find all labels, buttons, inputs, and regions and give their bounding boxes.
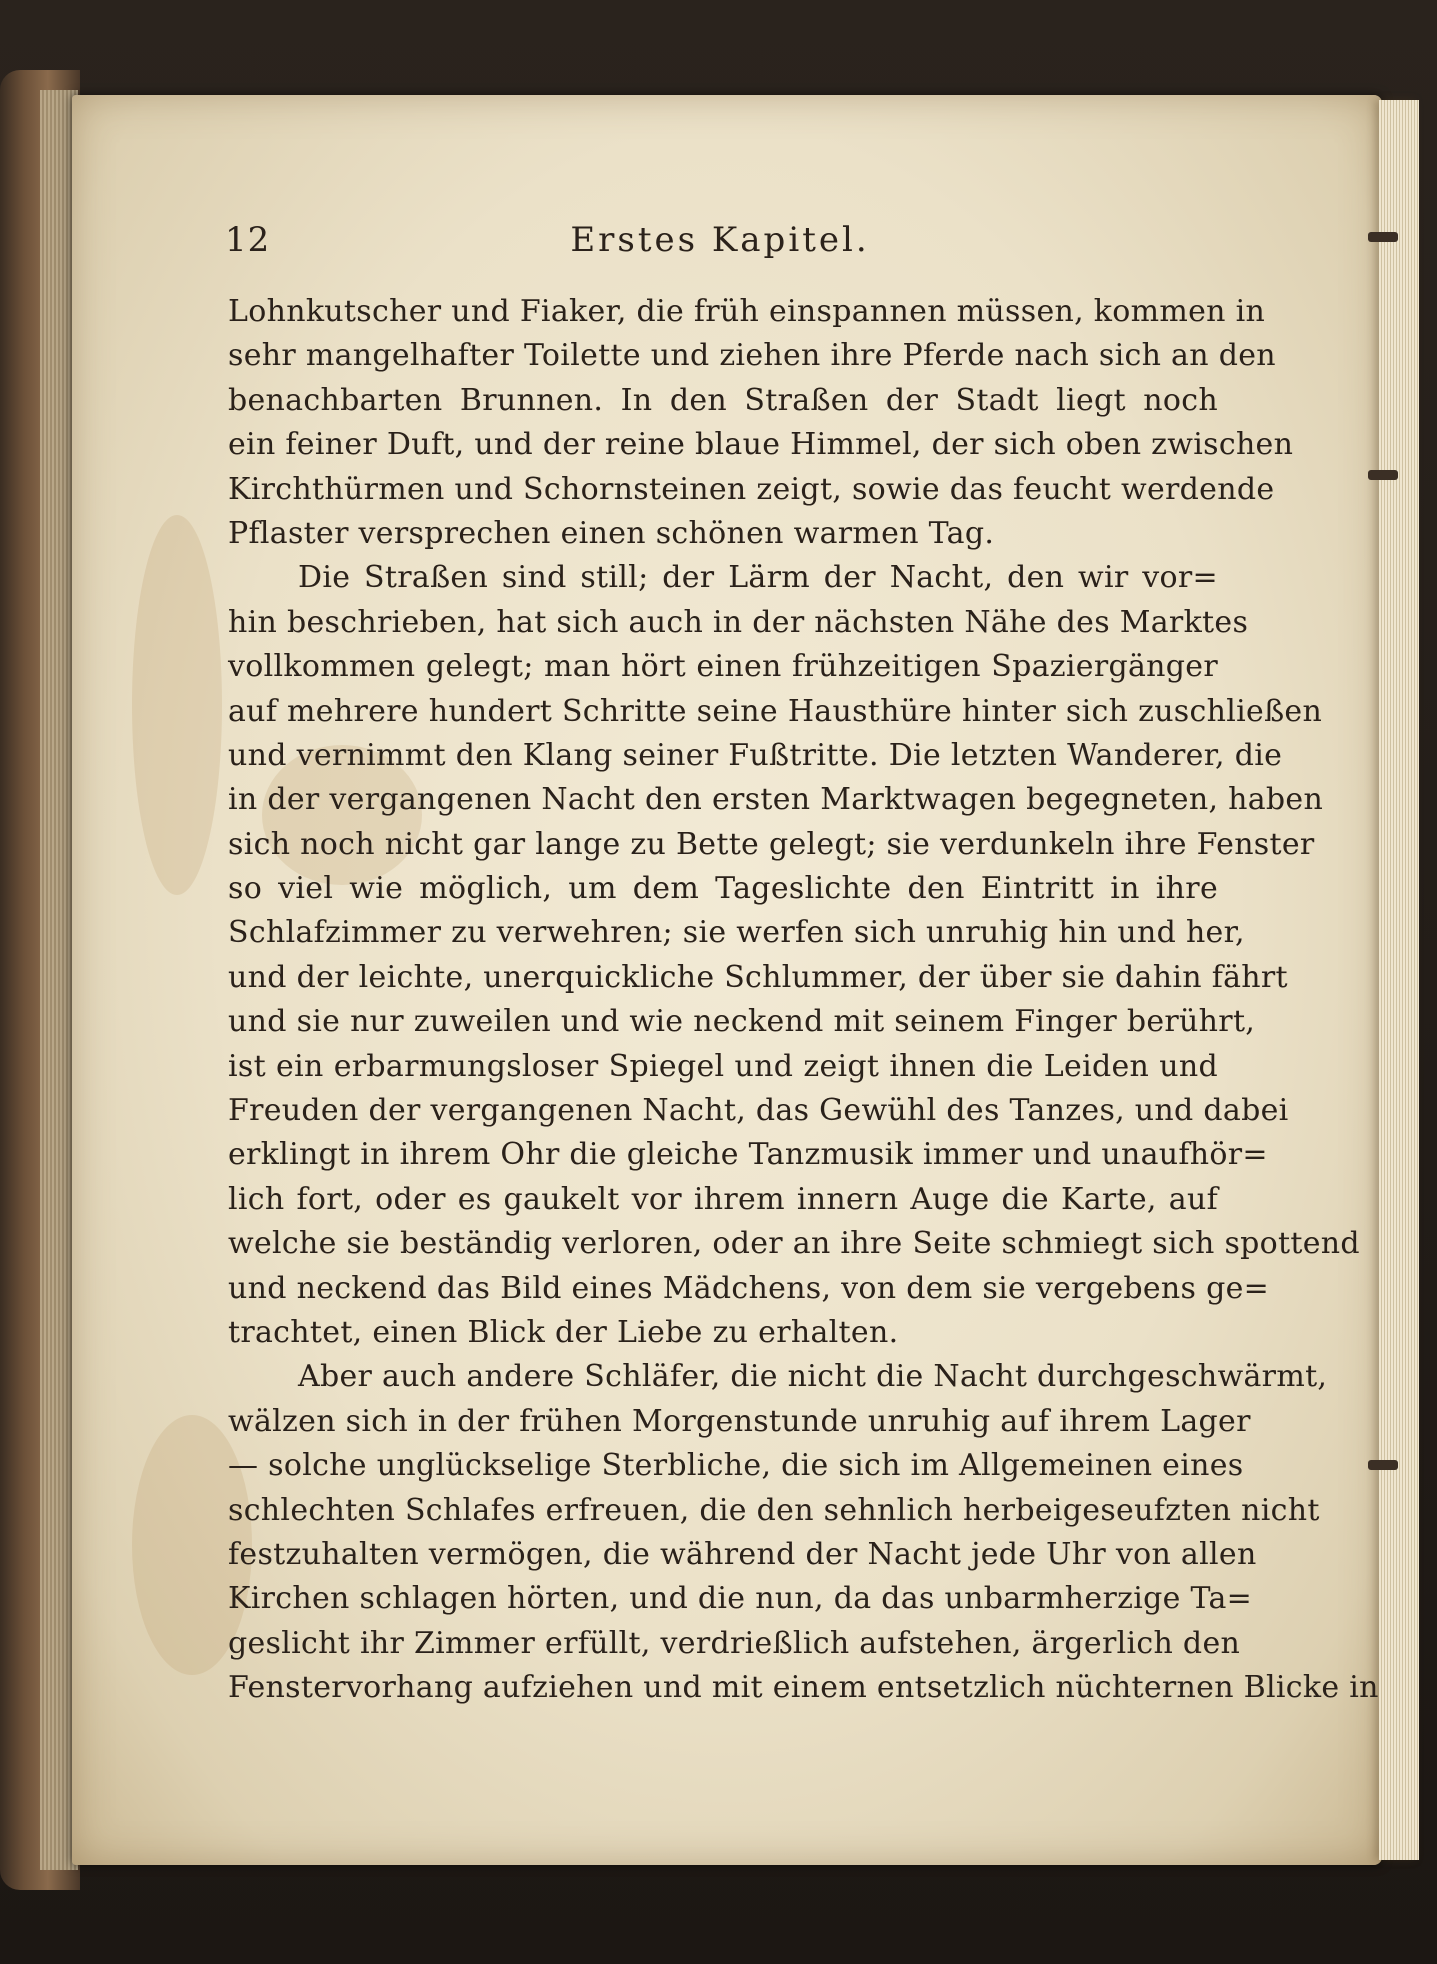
text-line: und der leichte, unerquickliche Schlummer, der über sie dahin fährt [228, 959, 1288, 995]
text-line: schlechten Schlafes erfreuen, die den sehnlich herbeigeseufzten nicht [228, 1492, 1320, 1528]
text-line: Pflaster versprechen einen schönen warmen Tag. [228, 515, 995, 551]
page-number: 12 [225, 220, 271, 260]
text-line: hin beschrieben, hat sich auch in der nächsten Nähe des Marktes [228, 604, 1249, 640]
text-line: Kirchthürmen und Schornsteinen zeigt, sowie das feucht werdende [228, 471, 1275, 507]
text-line: festzuhalten vermögen, die während der Nacht jede Uhr von allen [228, 1536, 1257, 1572]
text-line: Fenstervorhang aufziehen und mit einem entsetzlich nüchternen Blicke in [228, 1670, 1379, 1706]
text-line: und vernimmt den Klang seiner Fußtritte. Die letzten Wanderer, die [228, 737, 1283, 773]
page-tab-mark [1368, 470, 1398, 480]
text-line: vollkommen gelegt; man hört einen frühzeitigen Spaziergänger [228, 649, 1218, 685]
text-line: und neckend das Bild eines Mädchens, von dem sie vergebens ge= [228, 1270, 1270, 1306]
text-line: und sie nur zuweilen und wie neckend mit seinem Finger berührt, [228, 1004, 1256, 1040]
text-line: sehr mangelhafter Toilette und ziehen ihre Pferde nach sich an den [228, 338, 1276, 374]
text-line: wälzen sich in der frühen Morgenstunde unruhig auf ihrem Lager [228, 1403, 1251, 1439]
text-line: so viel wie möglich, um dem Tageslichte den Eintritt in ihre [228, 871, 1218, 907]
text-line: erklingt in ihrem Ohr die gleiche Tanzmusik immer und unaufhör= [228, 1137, 1268, 1173]
page-tab-mark [1368, 232, 1398, 242]
text-line: trachtet, einen Blick der Liebe zu erhalten. [228, 1314, 899, 1350]
text-line: benachbarten Brunnen. In den Straßen der Stadt liegt noch [228, 382, 1218, 418]
text-line: Kirchen schlagen hörten, und die nun, da das unbarmherzige Ta= [228, 1581, 1253, 1617]
body-text [228, 290, 1379, 1711]
text-line: ist ein erbarmungsloser Spiegel und zeigt ihnen die Leiden und [228, 1048, 1218, 1084]
text-line: Lohnkutscher und Fiaker, die früh einspannen müssen, kommen in [228, 294, 1266, 329]
text-line: geslicht ihr Zimmer erfüllt, verdrießlich aufstehen, ärgerlich den [228, 1625, 1241, 1661]
text-line: auf mehrere hundert Schritte seine Hausthüre hinter sich zuschließen [228, 693, 1323, 729]
text-line: in der vergangenen Nacht den ersten Marktwagen begegneten, haben [228, 782, 1324, 818]
text-line: welche sie beständig verloren, oder an ihre Seite schmiegt sich spottend [228, 1226, 1360, 1262]
text-line: Aber auch andere Schläfer, die nicht die Nacht durchgeschwärmt, [298, 1359, 1328, 1395]
page-header [225, 220, 1215, 270]
text-line: Schlafzimmer zu verwehren; sie werfen sich unruhig hin und her, [228, 915, 1245, 951]
text-line: Die Straßen sind still; der Lärm der Nacht, den wir vor= [298, 560, 1218, 596]
page-fore-edge [1379, 100, 1419, 1860]
running-title: Erstes Kapitel. [570, 220, 870, 260]
age-stain [132, 515, 222, 895]
page-tab-mark [1368, 1460, 1398, 1470]
text-line: — solche unglückselige Sterbliche, die sich im Allgemeinen eines [228, 1448, 1244, 1484]
text-line: sich noch nicht gar lange zu Bette gelegt; sie verdunkeln ihre Fenster [228, 826, 1315, 862]
text-line: Freuden der vergangenen Nacht, das Gewühl des Tanzes, und dabei [228, 1093, 1289, 1129]
text-line: ein feiner Duft, und der reine blaue Himmel, der sich oben zwischen [228, 427, 1294, 463]
text-line: lich fort, oder es gaukelt vor ihrem innern Auge die Karte, auf [228, 1181, 1218, 1217]
